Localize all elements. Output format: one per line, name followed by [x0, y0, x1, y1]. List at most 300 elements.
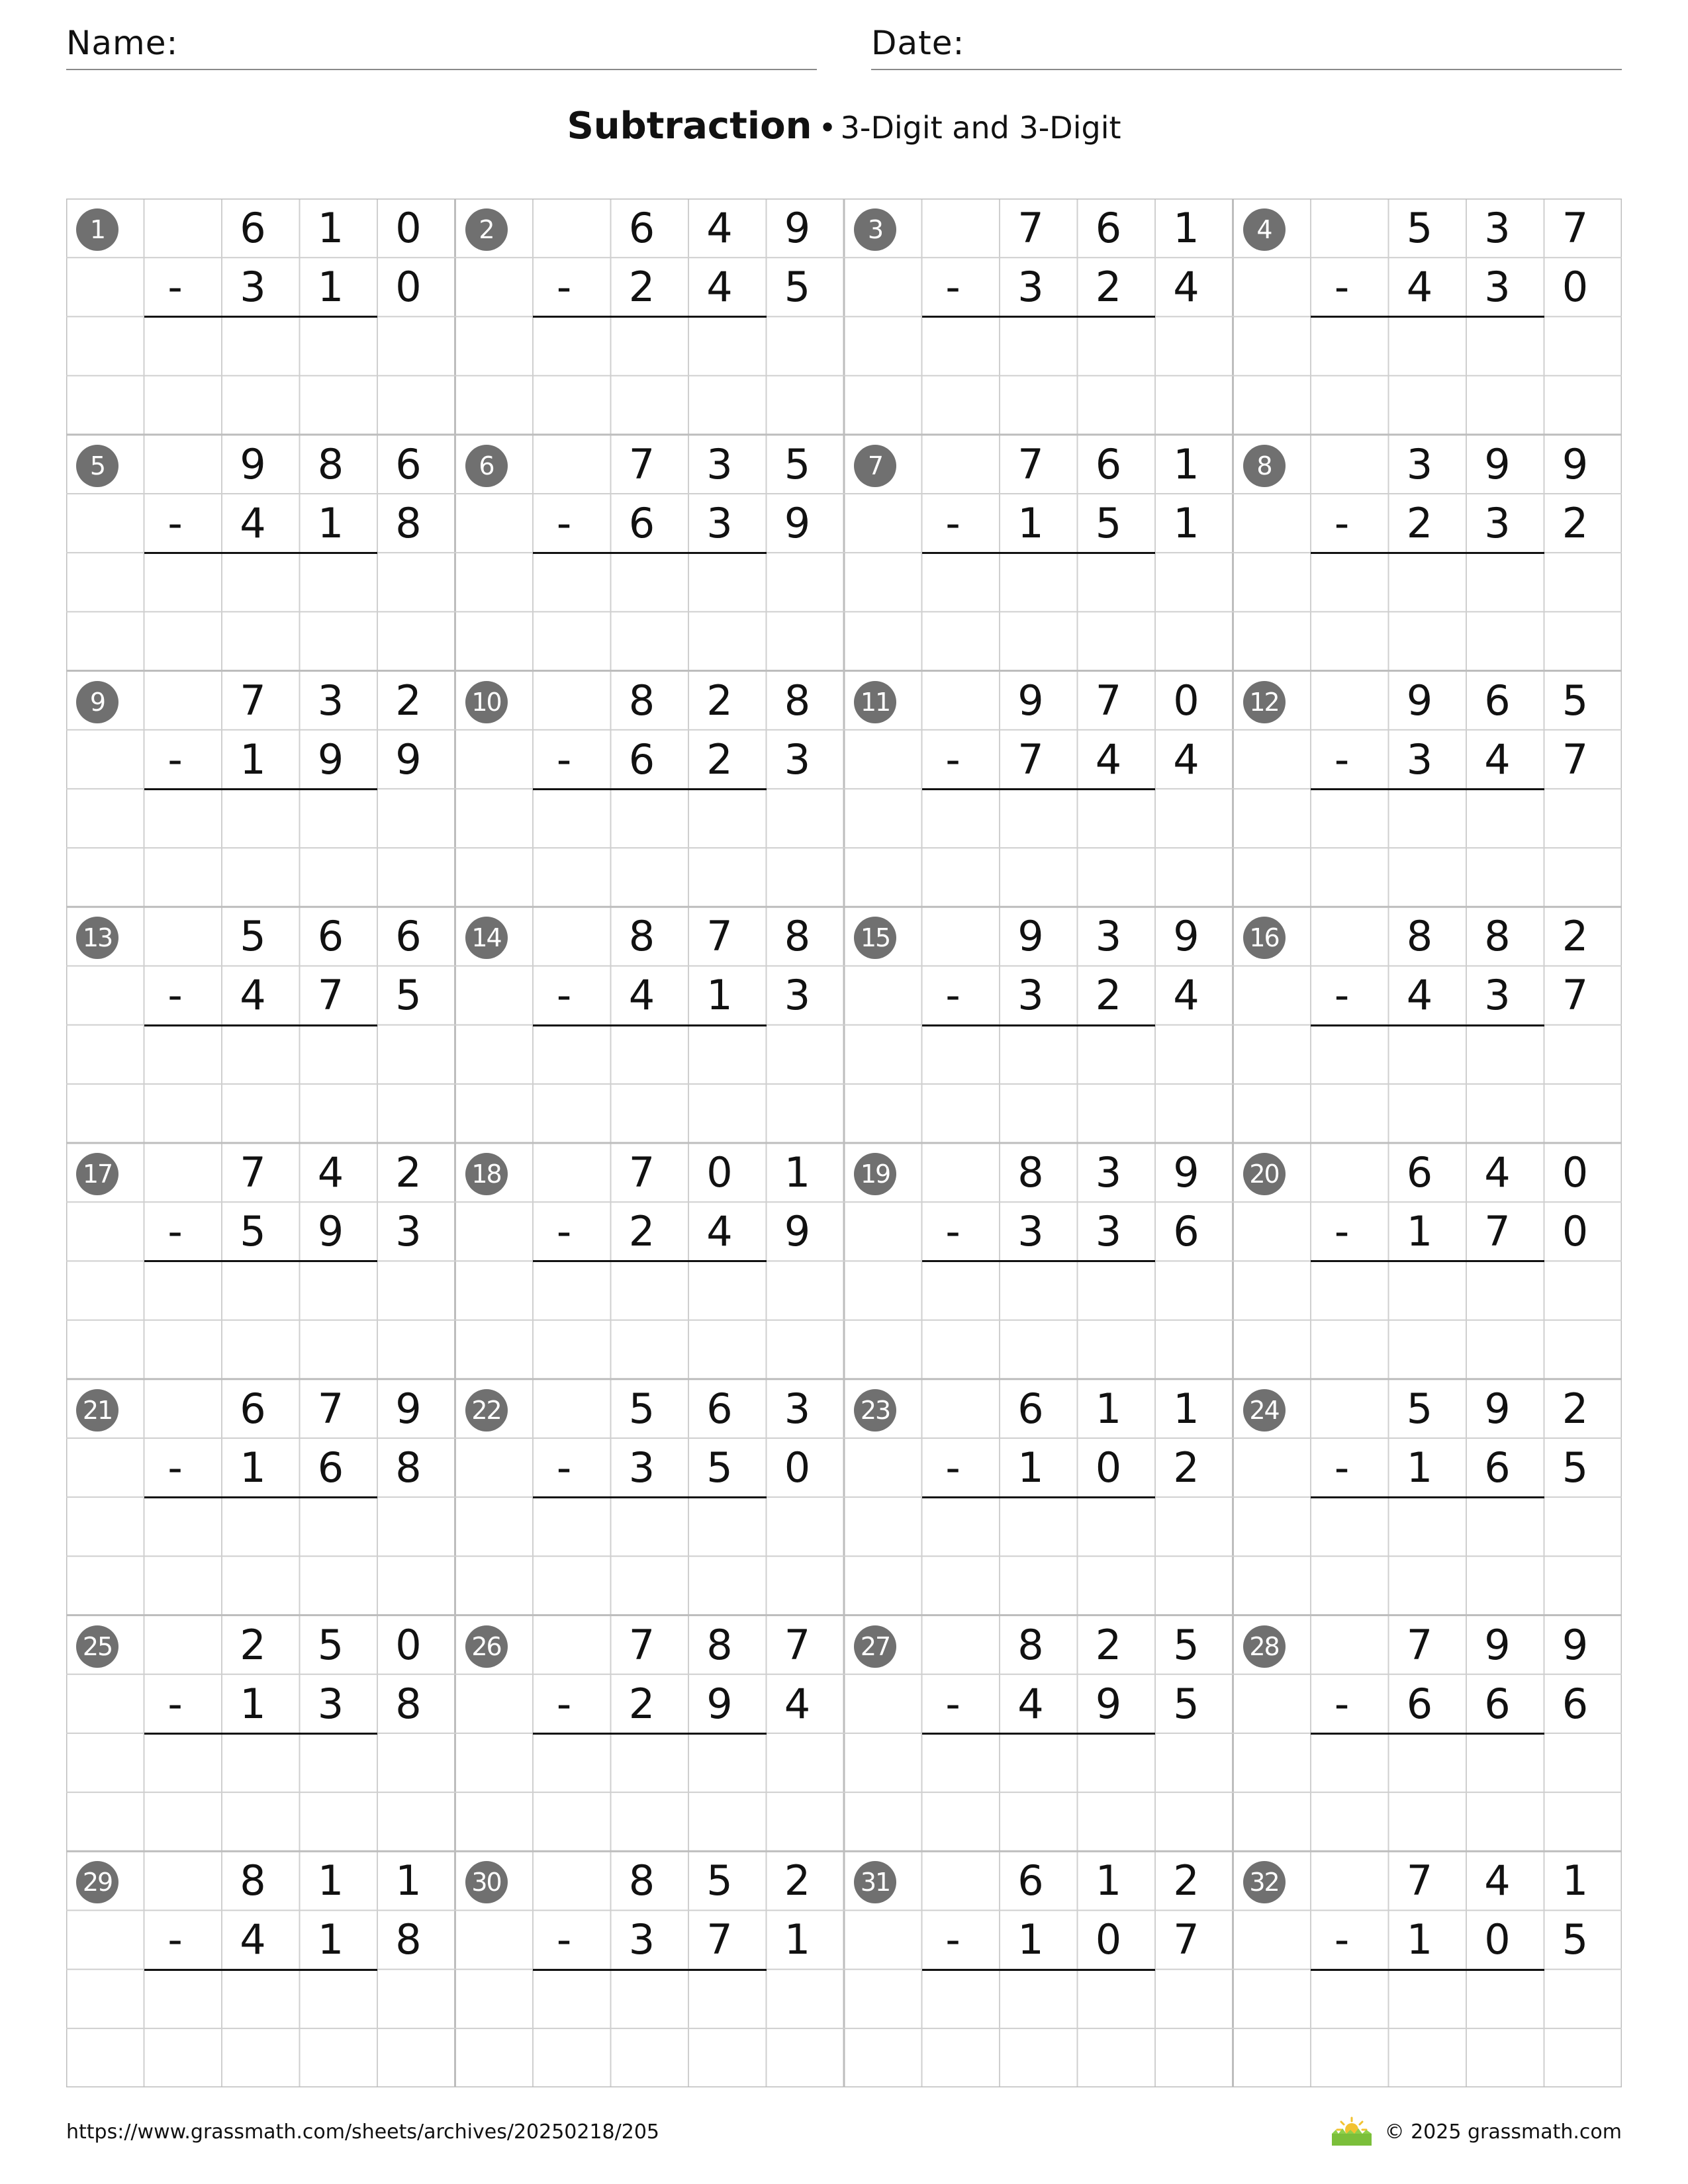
minuend-digit: 0	[1562, 1148, 1589, 1197]
answer-cell[interactable]	[1544, 1025, 1622, 1084]
answer-cell[interactable]	[222, 1733, 300, 1792]
answer-cell[interactable]	[1155, 1261, 1233, 1320]
answer-cell[interactable]	[688, 316, 767, 375]
problem-3	[844, 199, 1233, 435]
answer-cell[interactable]	[688, 1970, 767, 2028]
answer-cell[interactable]	[767, 1261, 845, 1320]
answer-cell[interactable]	[1466, 1733, 1544, 1792]
minuend-digit: 5	[1406, 1384, 1433, 1433]
subtrahend-digit: 4	[706, 263, 733, 312]
answer-cell[interactable]	[144, 1261, 222, 1320]
answer-cell[interactable]	[922, 789, 1000, 848]
answer-cell[interactable]	[300, 316, 378, 375]
minuend-digit: 9	[1173, 912, 1199, 961]
minuend-digit: 4	[706, 204, 733, 252]
answer-cell[interactable]	[300, 1025, 378, 1084]
minuend-digit: 7	[1406, 1856, 1433, 1905]
answer-cell[interactable]	[144, 553, 222, 612]
subtrahend-digit: 2	[628, 263, 655, 312]
minus-sign: -	[167, 1443, 183, 1492]
answer-cell[interactable]	[1544, 789, 1622, 848]
subtrahend-digit: 5	[395, 971, 422, 1020]
answer-cell[interactable]	[611, 316, 689, 375]
answer-cell[interactable]	[1389, 1261, 1467, 1320]
problem-13	[66, 907, 455, 1143]
answer-cell[interactable]	[1311, 1261, 1389, 1320]
minus-sign: -	[1334, 263, 1350, 312]
answer-cell[interactable]	[377, 1970, 455, 2028]
minuend-digit: 6	[1484, 676, 1511, 725]
subtrahend-digit: 5	[1173, 1679, 1199, 1728]
subtrahend-digit: 1	[240, 1443, 266, 1492]
answer-cell[interactable]	[144, 1733, 222, 1792]
answer-cell[interactable]	[144, 1497, 222, 1556]
answer-cell[interactable]	[144, 1025, 222, 1084]
problem-number-badge: 28	[1243, 1625, 1286, 1668]
minuend-digit: 5	[1406, 204, 1433, 252]
minuend-digit: 8	[628, 912, 655, 961]
answer-cell[interactable]	[767, 316, 845, 375]
subtrahend-digit: 6	[1173, 1207, 1199, 1256]
problem-number-badge: 25	[76, 1625, 118, 1668]
answer-cell[interactable]	[611, 1025, 689, 1084]
answer-cell[interactable]	[1078, 316, 1156, 375]
answer-cell[interactable]	[1389, 1970, 1467, 2028]
worksheet-title	[0, 105, 1688, 148]
minuend-digit: 0	[395, 1620, 422, 1669]
answer-cell[interactable]	[377, 1497, 455, 1556]
problem-6	[455, 435, 845, 671]
subtrahend-digit: 0	[1562, 1207, 1589, 1256]
minuend-digit: 3	[784, 1384, 811, 1433]
answer-cell[interactable]	[1155, 316, 1233, 375]
answer-cell[interactable]	[611, 553, 689, 612]
subtrahend-digit: 2	[1562, 498, 1589, 547]
answer-cell[interactable]	[144, 789, 222, 848]
answer-cell[interactable]	[1544, 1497, 1622, 1556]
answer-cell[interactable]	[533, 316, 611, 375]
title-main: Subtraction	[567, 105, 812, 148]
subtrahend-digit: 3	[1017, 1207, 1044, 1256]
answer-cell[interactable]	[1155, 553, 1233, 612]
answer-cell[interactable]	[222, 1497, 300, 1556]
answer-cell[interactable]	[377, 1025, 455, 1084]
answer-cell[interactable]	[922, 1497, 1000, 1556]
answer-cell[interactable]	[611, 1733, 689, 1792]
minuend-digit: 9	[1406, 676, 1433, 725]
problem-9	[66, 671, 455, 907]
minuend-digit: 1	[784, 1148, 811, 1197]
footer-url: https://www.grassmath.com/sheets/archives/20250218/205	[66, 2120, 660, 2144]
answer-cell[interactable]	[1000, 1733, 1078, 1792]
subtrahend-digit: 3	[317, 1679, 344, 1728]
subtrahend-digit: 0	[395, 263, 422, 312]
problem-10	[455, 671, 845, 907]
answer-cell[interactable]	[1155, 1970, 1233, 2028]
subtrahend-digit: 7	[317, 971, 344, 1020]
subtrahend-digit: 5	[1562, 1915, 1589, 1964]
minuend-digit: 0	[706, 1148, 733, 1197]
minuend-digit: 7	[706, 912, 733, 961]
answer-cell[interactable]	[1544, 553, 1622, 612]
minuend-digit: 5	[784, 439, 811, 488]
answer-cell[interactable]	[1466, 1025, 1544, 1084]
answer-cell[interactable]	[767, 553, 845, 612]
minuend-digit: 7	[784, 1620, 811, 1669]
answer-cell[interactable]	[688, 1497, 767, 1556]
problem-number-badge: 14	[465, 917, 508, 959]
answer-cell[interactable]	[300, 1261, 378, 1320]
answer-cell[interactable]	[767, 1733, 845, 1792]
problem-number-badge: 27	[854, 1625, 896, 1668]
subtrahend-digit: 7	[1017, 735, 1044, 784]
minuend-digit: 1	[1173, 204, 1199, 252]
minuend-digit: 6	[395, 912, 422, 961]
minus-sign: -	[945, 1915, 961, 1964]
answer-cell[interactable]	[1155, 1025, 1233, 1084]
minuend-digit: 1	[1173, 1384, 1199, 1433]
minuend-digit: 1	[395, 1856, 422, 1905]
minuend-digit: 7	[1562, 204, 1589, 252]
minuend-digit: 8	[784, 676, 811, 725]
minuend-digit: 1	[1562, 1856, 1589, 1905]
minuend-digit: 5	[628, 1384, 655, 1433]
answer-cell[interactable]	[1466, 316, 1544, 375]
subtrahend-digit: 4	[240, 1915, 266, 1964]
minus-sign: -	[945, 1679, 961, 1728]
problem-number-badge: 26	[465, 1625, 508, 1668]
answer-cell[interactable]	[1078, 1261, 1156, 1320]
subtrahend-digit: 9	[706, 1679, 733, 1728]
answer-cell[interactable]	[1155, 1733, 1233, 1792]
subtrahend-digit: 3	[1484, 263, 1511, 312]
answer-cell[interactable]	[1311, 1025, 1389, 1084]
problem-7	[844, 435, 1233, 671]
answer-cell[interactable]	[1466, 1497, 1544, 1556]
minus-sign: -	[1334, 1679, 1350, 1728]
minuend-digit: 2	[784, 1856, 811, 1905]
answer-cell[interactable]	[1544, 1733, 1622, 1792]
subtrahend-digit: 1	[706, 971, 733, 1020]
subtrahend-digit: 1	[784, 1915, 811, 1964]
minuend-digit: 8	[240, 1856, 266, 1905]
answer-cell[interactable]	[377, 1261, 455, 1320]
minus-sign: -	[945, 1207, 961, 1256]
answer-cell[interactable]	[1155, 789, 1233, 848]
subtrahend-digit: 3	[1017, 263, 1044, 312]
problem-number-badge: 12	[1243, 681, 1286, 723]
answer-cell[interactable]	[767, 1970, 845, 2028]
problem-22	[455, 1379, 845, 1615]
answer-cell[interactable]	[922, 1733, 1000, 1792]
subtrahend-digit: 3	[395, 1207, 422, 1256]
answer-cell[interactable]	[1389, 316, 1467, 375]
minuend-digit: 9	[395, 1384, 422, 1433]
minus-sign: -	[167, 735, 183, 784]
subtrahend-digit: 3	[1406, 735, 1433, 784]
answer-cell[interactable]	[377, 789, 455, 848]
subtrahend-digit: 1	[1173, 498, 1199, 547]
answer-cell[interactable]	[1311, 789, 1389, 848]
answer-cell[interactable]	[611, 1970, 689, 2028]
answer-cell[interactable]	[1389, 553, 1467, 612]
subtrahend-digit: 0	[784, 1443, 811, 1492]
answer-cell[interactable]	[1078, 1025, 1156, 1084]
subtrahend-digit: 9	[317, 735, 344, 784]
answer-cell[interactable]	[922, 1261, 1000, 1320]
minuend-digit: 8	[628, 676, 655, 725]
minuend-digit: 2	[1095, 1620, 1122, 1669]
problem-number-badge: 4	[1243, 208, 1286, 251]
date-field[interactable]	[871, 24, 1622, 70]
answer-cell[interactable]	[1155, 1497, 1233, 1556]
subtrahend-digit: 2	[628, 1207, 655, 1256]
answer-cell[interactable]	[1466, 789, 1544, 848]
answer-cell[interactable]	[767, 789, 845, 848]
minuend-digit: 5	[706, 1856, 733, 1905]
answer-cell[interactable]	[1078, 553, 1156, 612]
answer-cell[interactable]	[1311, 316, 1389, 375]
answer-cell[interactable]	[533, 1261, 611, 1320]
answer-cell[interactable]	[688, 1025, 767, 1084]
problem-18	[455, 1143, 845, 1379]
answer-cell[interactable]	[1544, 316, 1622, 375]
answer-cell[interactable]	[1389, 1733, 1467, 1792]
subtrahend-digit: 1	[1017, 1443, 1044, 1492]
answer-cell[interactable]	[922, 316, 1000, 375]
subtrahend-digit: 5	[1095, 498, 1122, 547]
subtrahend-digit: 1	[1017, 1915, 1044, 1964]
minuend-digit: 6	[1095, 204, 1122, 252]
answer-cell[interactable]	[1000, 1497, 1078, 1556]
subtrahend-digit: 8	[395, 1915, 422, 1964]
subtrahend-digit: 0	[1095, 1443, 1122, 1492]
answer-cell[interactable]	[144, 316, 222, 375]
answer-cell[interactable]	[300, 789, 378, 848]
answer-cell[interactable]	[144, 1970, 222, 2028]
title-bullet: •	[818, 110, 837, 146]
answer-cell[interactable]	[1544, 1261, 1622, 1320]
problem-23	[844, 1379, 1233, 1615]
subtrahend-digit: 3	[628, 1915, 655, 1964]
answer-cell[interactable]	[533, 1970, 611, 2028]
minuend-digit: 2	[240, 1620, 266, 1669]
minuend-digit: 7	[628, 439, 655, 488]
subtrahend-digit: 7	[1562, 735, 1589, 784]
answer-cell[interactable]	[1466, 1261, 1544, 1320]
answer-cell[interactable]	[533, 1733, 611, 1792]
subtrahend-digit: 0	[1484, 1915, 1511, 1964]
name-field[interactable]	[66, 24, 817, 70]
answer-cell[interactable]	[377, 1733, 455, 1792]
answer-cell[interactable]	[922, 553, 1000, 612]
answer-cell[interactable]	[533, 553, 611, 612]
subtrahend-digit: 4	[1406, 971, 1433, 1020]
answer-cell[interactable]	[611, 1261, 689, 1320]
answer-cell[interactable]	[1311, 553, 1389, 612]
subtrahend-digit: 5	[784, 263, 811, 312]
footer-copyright: © 2025 grassmath.com	[1384, 2120, 1622, 2144]
minuend-digit: 1	[1173, 439, 1199, 488]
answer-cell[interactable]	[300, 553, 378, 612]
answer-cell[interactable]	[688, 1733, 767, 1792]
answer-cell[interactable]	[767, 1497, 845, 1556]
answer-cell[interactable]	[688, 789, 767, 848]
problem-number-badge: 22	[465, 1389, 508, 1432]
answer-cell[interactable]	[300, 1733, 378, 1792]
subtrahend-digit: 4	[240, 971, 266, 1020]
problem-14	[455, 907, 845, 1143]
minuend-digit: 8	[784, 912, 811, 961]
subtrahend-digit: 1	[1017, 498, 1044, 547]
problem-number-badge: 16	[1243, 917, 1286, 959]
minuend-digit: 4	[1484, 1856, 1511, 1905]
answer-cell[interactable]	[1544, 1970, 1622, 2028]
problem-26	[455, 1615, 845, 1852]
answer-cell[interactable]	[922, 1970, 1000, 2028]
minuend-digit: 9	[240, 439, 266, 488]
answer-cell[interactable]	[222, 1025, 300, 1084]
subtrahend-digit: 4	[1173, 971, 1199, 1020]
answer-cell[interactable]	[377, 316, 455, 375]
minuend-digit: 9	[1484, 1620, 1511, 1669]
minuend-digit: 9	[1562, 1620, 1589, 1669]
problem-30	[455, 1851, 845, 2087]
subtrahend-digit: 5	[240, 1207, 266, 1256]
minuend-digit: 5	[317, 1620, 344, 1669]
minus-sign: -	[556, 263, 572, 312]
problem-number-badge: 32	[1243, 1861, 1286, 1903]
minus-sign: -	[556, 735, 572, 784]
problem-grid	[66, 199, 1622, 2087]
problem-number-badge: 17	[76, 1153, 118, 1195]
minuend-digit: 6	[1017, 1384, 1044, 1433]
answer-cell[interactable]	[533, 1025, 611, 1084]
subtrahend-digit: 2	[706, 735, 733, 784]
answer-cell[interactable]	[300, 1497, 378, 1556]
answer-cell[interactable]	[1000, 553, 1078, 612]
name-label: Name:	[66, 24, 179, 62]
minuend-digit: 8	[1484, 912, 1511, 961]
answer-cell[interactable]	[300, 1970, 378, 2028]
problem-number-badge: 15	[854, 917, 896, 959]
answer-cell[interactable]	[1000, 1025, 1078, 1084]
minuend-digit: 3	[1406, 439, 1433, 488]
answer-cell[interactable]	[533, 789, 611, 848]
minuend-digit: 6	[1406, 1148, 1433, 1197]
minus-sign: -	[556, 1207, 572, 1256]
answer-cell[interactable]	[1466, 1970, 1544, 2028]
answer-cell[interactable]	[222, 1261, 300, 1320]
minuend-digit: 6	[628, 204, 655, 252]
problem-number-badge: 2	[465, 208, 508, 251]
subtrahend-digit: 1	[317, 498, 344, 547]
minus-sign: -	[1334, 971, 1350, 1020]
minuend-digit: 6	[706, 1384, 733, 1433]
answer-cell[interactable]	[1000, 316, 1078, 375]
answer-cell[interactable]	[611, 789, 689, 848]
minuend-digit: 3	[1484, 204, 1511, 252]
answer-cell[interactable]	[1389, 1025, 1467, 1084]
answer-cell[interactable]	[377, 553, 455, 612]
answer-cell[interactable]	[922, 1025, 1000, 1084]
answer-cell[interactable]	[222, 316, 300, 375]
problem-27	[844, 1615, 1233, 1852]
subtrahend-digit: 3	[628, 1443, 655, 1492]
subtrahend-digit: 4	[784, 1679, 811, 1728]
minus-sign: -	[945, 1443, 961, 1492]
answer-cell[interactable]	[688, 1261, 767, 1320]
subtrahend-digit: 6	[1484, 1679, 1511, 1728]
minuend-digit: 5	[240, 912, 266, 961]
minuend-digit: 7	[1017, 439, 1044, 488]
subtrahend-digit: 9	[784, 498, 811, 547]
minuend-digit: 1	[317, 204, 344, 252]
minus-sign: -	[556, 1915, 572, 1964]
answer-cell[interactable]	[1000, 1261, 1078, 1320]
answer-cell[interactable]	[533, 1497, 611, 1556]
problem-number-badge: 19	[854, 1153, 896, 1195]
problem-11	[844, 671, 1233, 907]
minus-sign: -	[945, 735, 961, 784]
answer-cell[interactable]	[1078, 1970, 1156, 2028]
minuend-digit: 5	[1173, 1620, 1199, 1669]
minuend-digit: 8	[1017, 1148, 1044, 1197]
answer-cell[interactable]	[1311, 1733, 1389, 1792]
minuend-digit: 7	[240, 676, 266, 725]
answer-cell[interactable]	[1389, 1497, 1467, 1556]
answer-cell[interactable]	[222, 553, 300, 612]
minuend-digit: 4	[317, 1148, 344, 1197]
answer-cell[interactable]	[1078, 1733, 1156, 1792]
minuend-digit: 2	[1562, 912, 1589, 961]
answer-cell[interactable]	[1311, 1497, 1389, 1556]
problem-25	[66, 1615, 455, 1852]
minuend-digit: 8	[1017, 1620, 1044, 1669]
answer-cell[interactable]	[767, 1025, 845, 1084]
answer-cell[interactable]	[1078, 789, 1156, 848]
minus-sign: -	[556, 1443, 572, 1492]
subtrahend-digit: 6	[1484, 1443, 1511, 1492]
subtrahend-digit: 3	[784, 735, 811, 784]
answer-cell[interactable]	[1311, 1970, 1389, 2028]
problem-number-badge: 31	[854, 1861, 896, 1903]
answer-cell[interactable]	[222, 789, 300, 848]
subtrahend-digit: 2	[1406, 498, 1433, 547]
problem-24	[1233, 1379, 1622, 1615]
answer-cell[interactable]	[222, 1970, 300, 2028]
minuend-digit: 9	[1017, 912, 1044, 961]
answer-cell[interactable]	[1389, 789, 1467, 848]
answer-cell[interactable]	[1078, 1497, 1156, 1556]
answer-cell[interactable]	[1000, 789, 1078, 848]
minus-sign: -	[167, 263, 183, 312]
answer-cell[interactable]	[688, 553, 767, 612]
subtrahend-digit: 4	[1173, 263, 1199, 312]
minuend-digit: 2	[1562, 1384, 1589, 1433]
answer-cell[interactable]	[1466, 553, 1544, 612]
minuend-digit: 8	[317, 439, 344, 488]
answer-cell[interactable]	[1000, 1970, 1078, 2028]
subtrahend-digit: 3	[1017, 971, 1044, 1020]
subtrahend-digit: 2	[1173, 1443, 1199, 1492]
problem-number-badge: 3	[854, 208, 896, 251]
problem-31	[844, 1851, 1233, 2087]
minuend-digit: 4	[1484, 1148, 1511, 1197]
problem-20	[1233, 1143, 1622, 1379]
answer-cell[interactable]	[611, 1497, 689, 1556]
problem-number-badge: 20	[1243, 1153, 1286, 1195]
